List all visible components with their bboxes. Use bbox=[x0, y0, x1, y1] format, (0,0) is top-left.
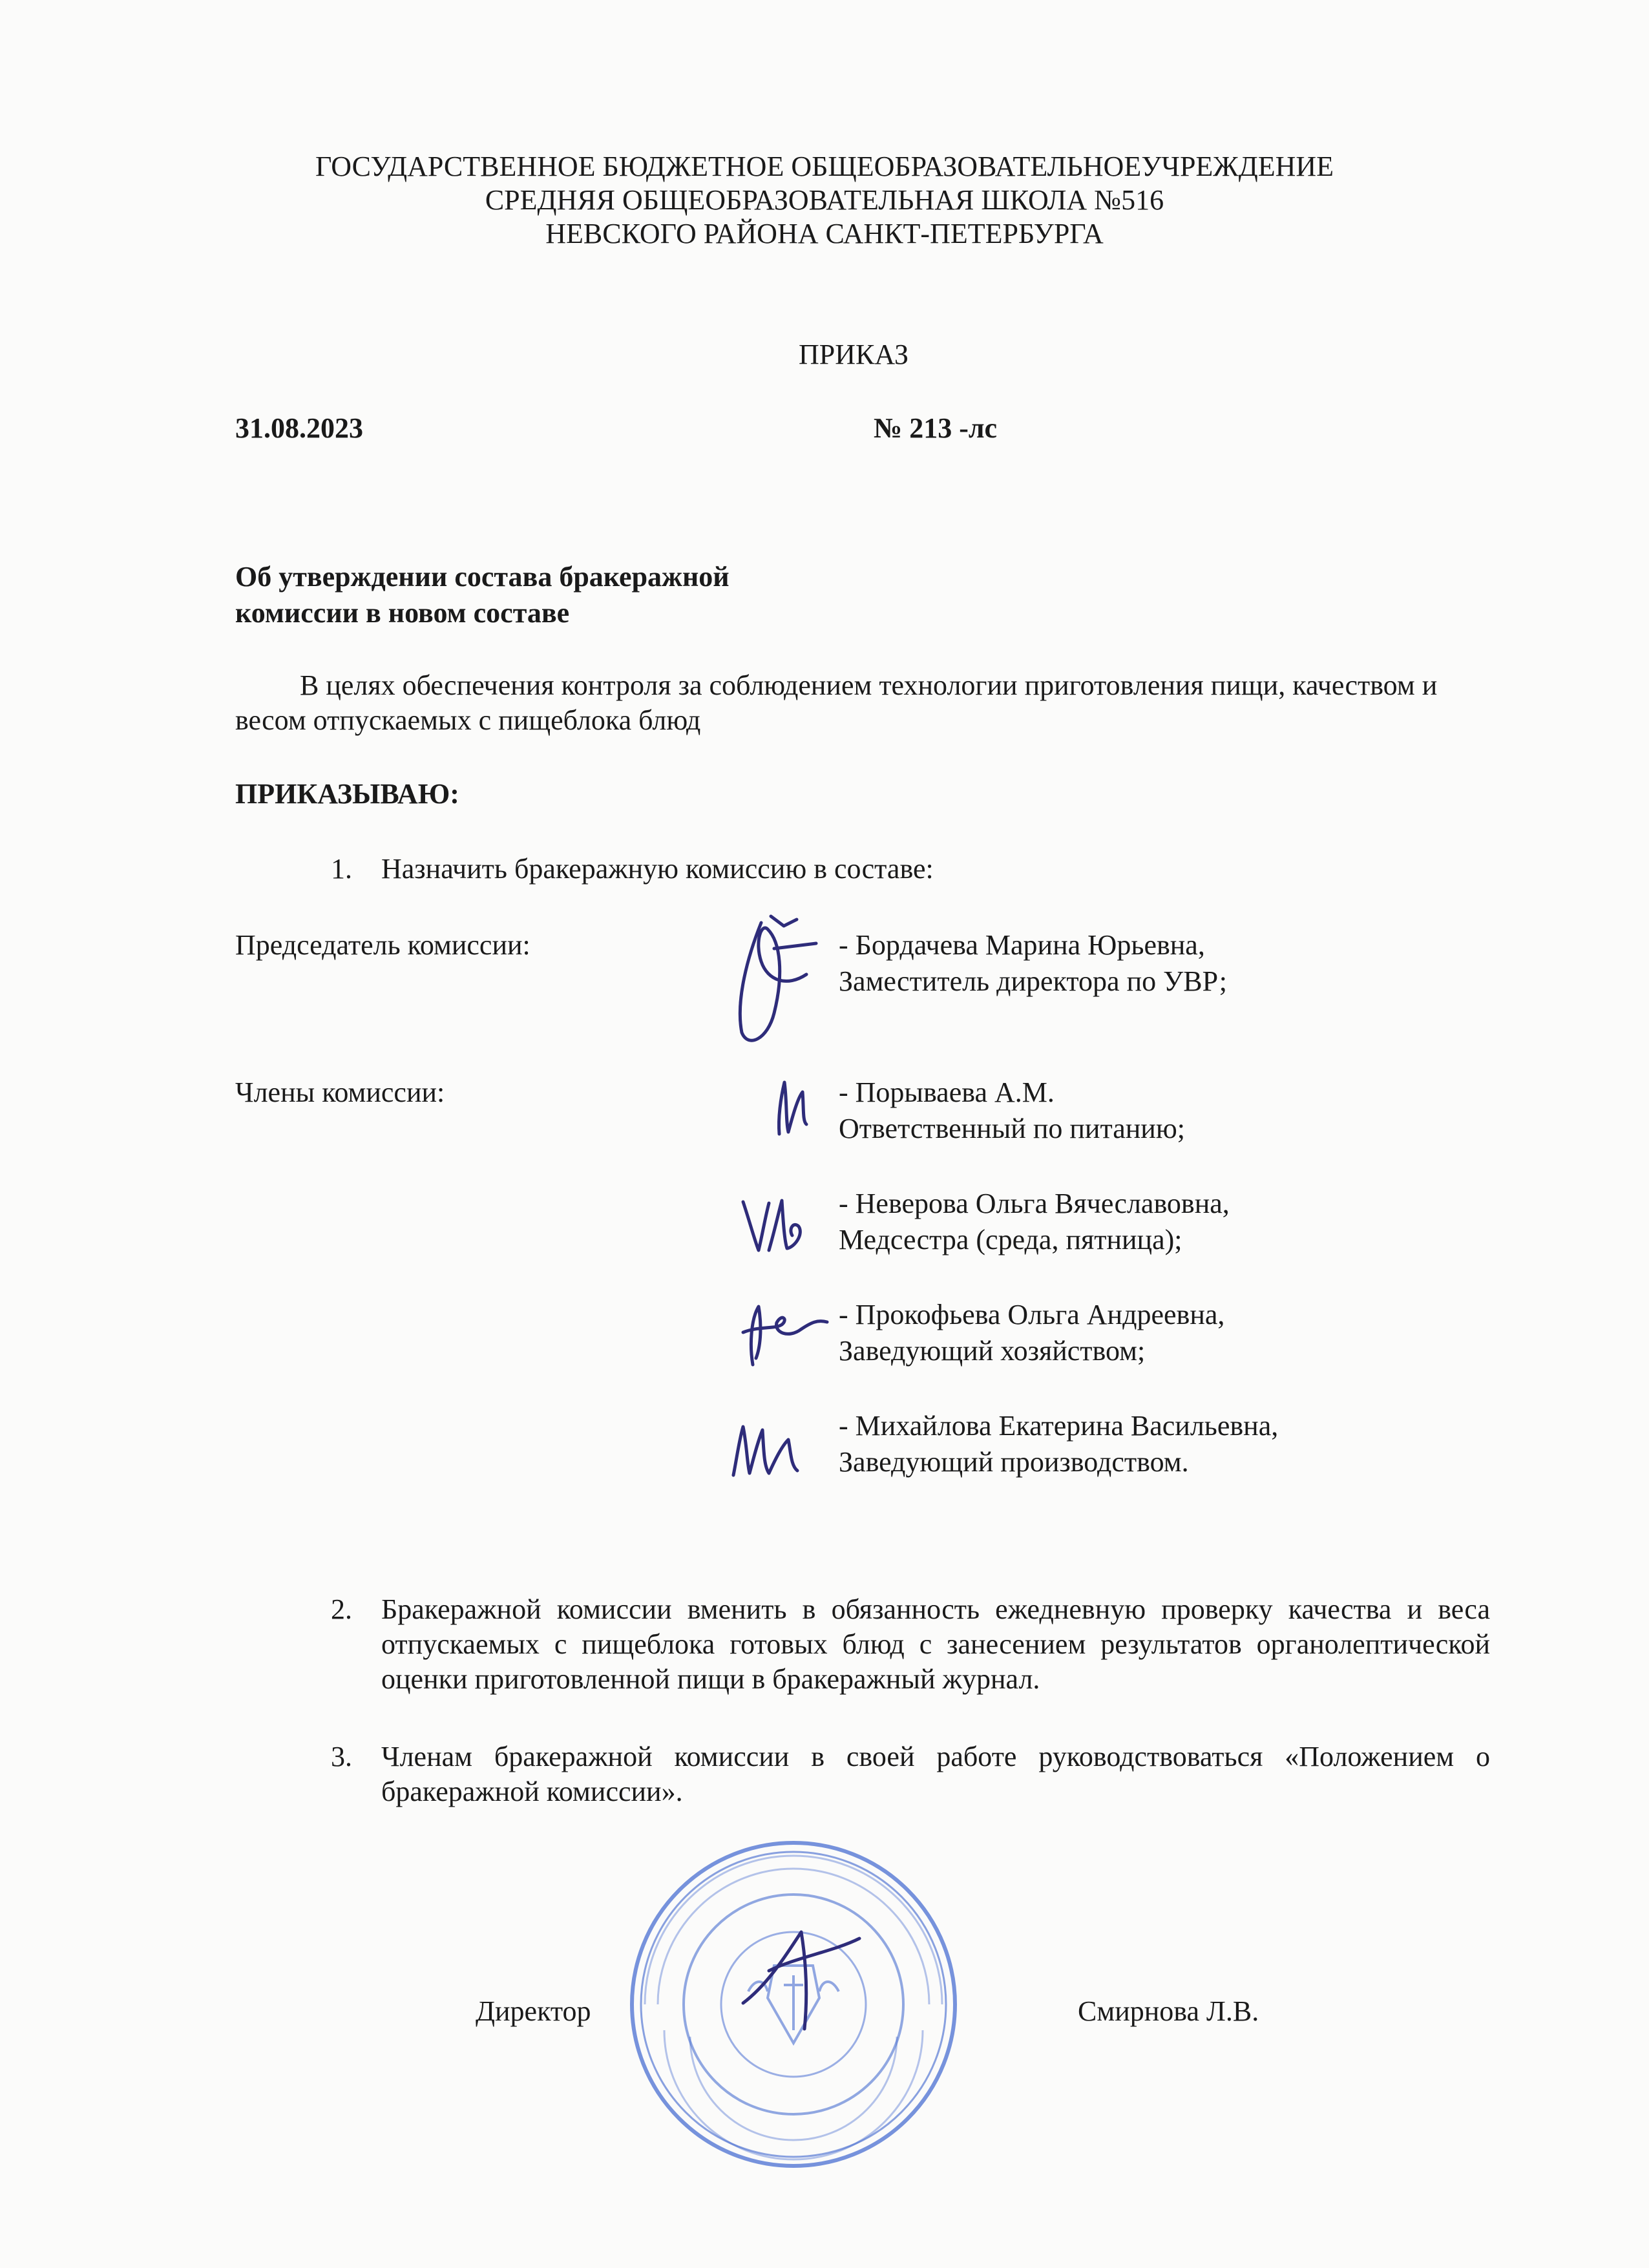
handwritten-signature-icon bbox=[730, 1913, 872, 2042]
header-line-1: ГОСУДАРСТВЕННОЕ БЮДЖЕТНОЕ ОБЩЕОБРАЗОВАТЕЛЬНОЕУЧРЕЖДЕНИЕ bbox=[315, 151, 1334, 182]
item-3-text: Членам бракеражной комиссии в своей работе руководствоваться «Положением о бракеражной комиссии». bbox=[381, 1741, 1490, 1807]
member-2-name: - Неверова Ольга Вячеславовна, bbox=[839, 1188, 1230, 1219]
preamble-text: В целях обеспечения контроля за соблюдением технологии приготовления пищи, качеством и весом отпускаемых с пищеблока блюд bbox=[235, 669, 1438, 736]
handwritten-signature-icon bbox=[724, 1414, 814, 1485]
member-3-role: Заведующий хозяйством; bbox=[839, 1335, 1146, 1367]
chair-name: - Бордачева Марина Юрьевна, bbox=[839, 929, 1205, 961]
chair-label: Председатель комиссии: bbox=[235, 929, 530, 961]
item-2-number: 2. bbox=[331, 1593, 352, 1625]
chair-role: Заместитель директора по УВР; bbox=[839, 965, 1227, 997]
member-3-name: - Прокофьева Ольга Андреевна, bbox=[839, 1299, 1225, 1330]
item-2-text: Бракеражной комиссии вменить в обязанность ежедневную проверку качества и веса отпускаемых с пищеблока готовых блюд с занесением результатов органолептической оценки приготовленной пищи в бракеражный журнал. bbox=[381, 1593, 1490, 1695]
item-1-number: 1. bbox=[331, 853, 352, 885]
header-line-3: НЕВСКОГО РАЙОНА САНКТ-ПЕТЕРБУРГА bbox=[545, 218, 1104, 249]
item-3-number: 3. bbox=[331, 1741, 352, 1772]
handwritten-signature-icon bbox=[730, 1294, 834, 1371]
member-2-role: Медсестра (среда, пятница); bbox=[839, 1224, 1182, 1255]
handwritten-signature-icon bbox=[737, 1189, 814, 1260]
director-position: Директор bbox=[476, 1995, 591, 2027]
handwritten-signature-icon bbox=[766, 1073, 824, 1144]
order-date: 31.08.2023 bbox=[235, 412, 363, 444]
subject-line-2: комиссии в новом составе bbox=[235, 597, 570, 629]
document-title: ПРИКАЗ bbox=[799, 339, 909, 370]
header-line-2: СРЕДНЯЯ ОБЩЕОБРАЗОВАТЕЛЬНАЯ ШКОЛА №516 bbox=[485, 184, 1164, 216]
handwritten-signature-icon bbox=[722, 903, 826, 1052]
order-number: № 213 -лс bbox=[874, 412, 998, 444]
member-1-name: - Порываева А.М. bbox=[839, 1076, 1055, 1108]
organization-header bbox=[0, 150, 1649, 251]
members-label: Члены комиссии: bbox=[235, 1076, 445, 1108]
director-name: Смирнова Л.В. bbox=[1078, 1995, 1259, 2027]
subject-line-1: Об утверждении состава бракеражной bbox=[235, 561, 730, 593]
member-1-role: Ответственный по питанию; bbox=[839, 1113, 1185, 1144]
item-1-text: Назначить бракеражную комиссию в составе: bbox=[381, 853, 934, 885]
command-word: ПРИКАЗЫВАЮ: bbox=[235, 778, 459, 810]
member-4-name: - Михайлова Екатерина Васильевна, bbox=[839, 1410, 1279, 1442]
member-4-role: Заведующий производством. bbox=[839, 1446, 1189, 1478]
